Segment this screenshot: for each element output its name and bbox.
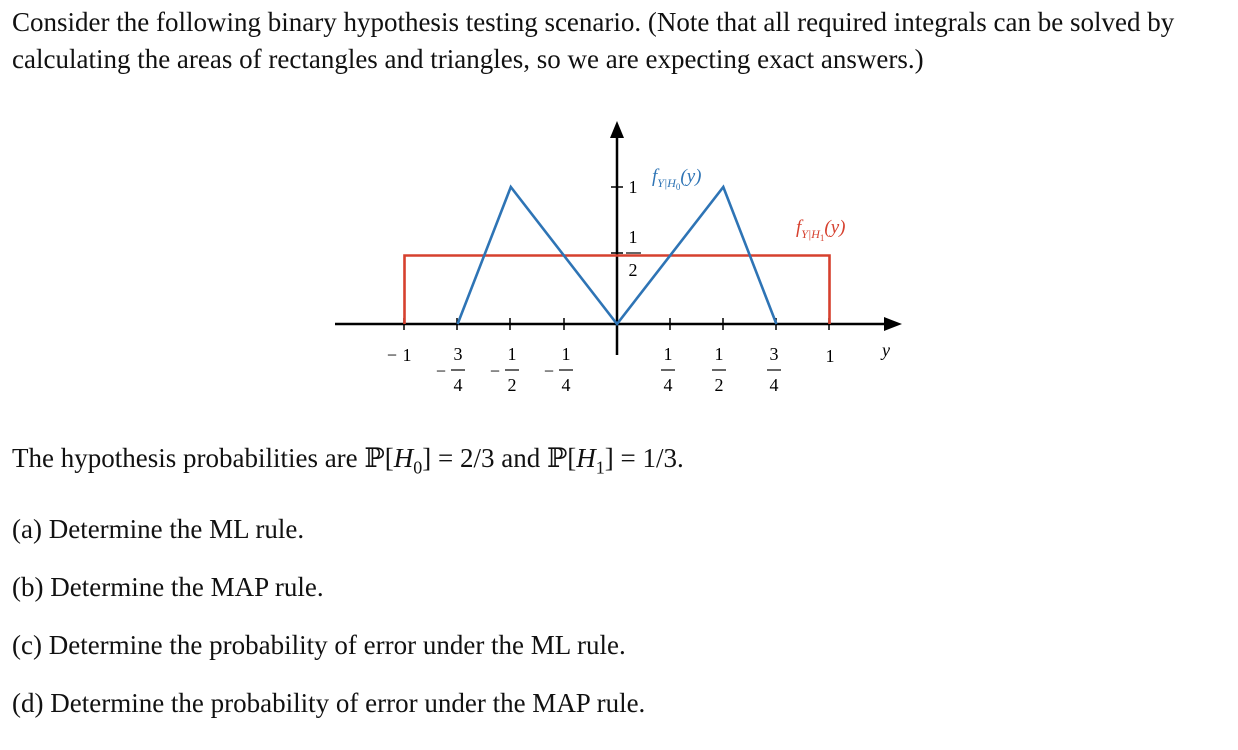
tick-num: 1 <box>402 345 412 365</box>
label-sub: Y|H <box>801 227 820 241</box>
part-text: Determine the probability of error under the MAP rule. <box>50 688 646 718</box>
tick-den: 4 <box>663 375 673 395</box>
part-text: Determine the probability of error under the ML rule. <box>48 630 626 660</box>
h0-subscript: 0 <box>413 457 423 478</box>
part-d <box>12 685 645 722</box>
x-axis-label: y <box>882 340 890 360</box>
prior-probabilities: The hypothesis probabilities are $ℙ[H_0] = 2/3$ and $ℙ[H_1] = 1/3$. <box>12 443 684 478</box>
tick-sign: − <box>435 361 447 381</box>
label-arg: (y) <box>680 166 702 187</box>
part-label: (d) <box>12 688 44 718</box>
tick-den: 4 <box>453 375 463 395</box>
label-f: f <box>796 217 802 238</box>
tick-num: 3 <box>453 344 463 364</box>
x-tick-label-1-4 <box>661 344 675 395</box>
tick-num: 1 <box>561 344 571 364</box>
tick-den: 2 <box>714 375 724 395</box>
tick-num: 1 <box>628 227 638 247</box>
priors-prefix: The hypothesis probabilities are <box>12 443 365 473</box>
x-axis-arrow-icon <box>884 317 902 331</box>
y-tick-label-1-2 <box>626 227 641 280</box>
part-text: Determine the MAP rule. <box>50 572 324 602</box>
tick-sign: − <box>489 361 501 381</box>
tick-den: 2 <box>507 375 517 395</box>
tick-den: 4 <box>561 375 571 395</box>
part-label: (c) <box>12 630 42 660</box>
y-axis-arrow-icon <box>610 121 624 138</box>
tick-sign: − <box>386 345 398 365</box>
y-tick-label-1: 1 <box>628 177 638 197</box>
h0-symbol: H <box>393 443 414 473</box>
h1-symbol: H <box>576 443 596 473</box>
part-label: (a) <box>12 514 42 544</box>
part-b <box>12 569 324 606</box>
x-tick-label-3-4 <box>767 344 781 395</box>
x-tick-labels <box>387 344 835 395</box>
x-tick-label-neg-1-4 <box>544 344 573 395</box>
prior-h1-value: 1/3 <box>642 443 677 473</box>
label-arg: (y) <box>824 217 846 238</box>
tick-num: 1 <box>663 344 673 364</box>
h1-subscript: 1 <box>595 457 605 478</box>
tick-sign: − <box>543 361 555 381</box>
tick-num: 1 <box>825 346 835 366</box>
h0-pdf-label <box>652 166 702 192</box>
part-label: (b) <box>12 572 44 602</box>
part-c <box>12 627 626 664</box>
label-sub: Y|H <box>657 176 676 190</box>
x-tick-label-neg-1-2 <box>490 344 519 395</box>
tick-den: 2 <box>628 260 638 280</box>
priors-period: . <box>677 443 684 473</box>
priors-and: and <box>501 443 541 473</box>
tick-num: 3 <box>769 344 779 364</box>
x-tick-label-1 <box>826 346 835 366</box>
x-tick-label-neg-3-4 <box>436 344 465 395</box>
label-f: f <box>652 166 658 187</box>
prob-symbol-h0: ℙ <box>364 443 385 474</box>
tick-den: 4 <box>769 375 779 395</box>
part-a <box>12 511 304 548</box>
y-tick-labels <box>626 177 641 280</box>
problem-intro: Consider the following binary hypothesis testing scenario. (Note that all required integrals can be solved by calculating the areas of rectangles and triangles, so we are expecting exact answers.) <box>12 7 1175 74</box>
prior-h0-value: 2/3 <box>459 443 495 473</box>
x-tick-label-1-2 <box>712 344 726 395</box>
label-subsub: 1 <box>819 233 825 243</box>
label-subsub: 0 <box>675 182 681 192</box>
tick-num: 1 <box>507 344 517 364</box>
x-tick-label-neg-1 <box>387 345 412 365</box>
prob-symbol-h1: ℙ <box>546 443 568 474</box>
h1-pdf-label <box>796 217 846 243</box>
part-text: Determine the ML rule. <box>48 514 305 544</box>
tick-num: 1 <box>714 344 724 364</box>
